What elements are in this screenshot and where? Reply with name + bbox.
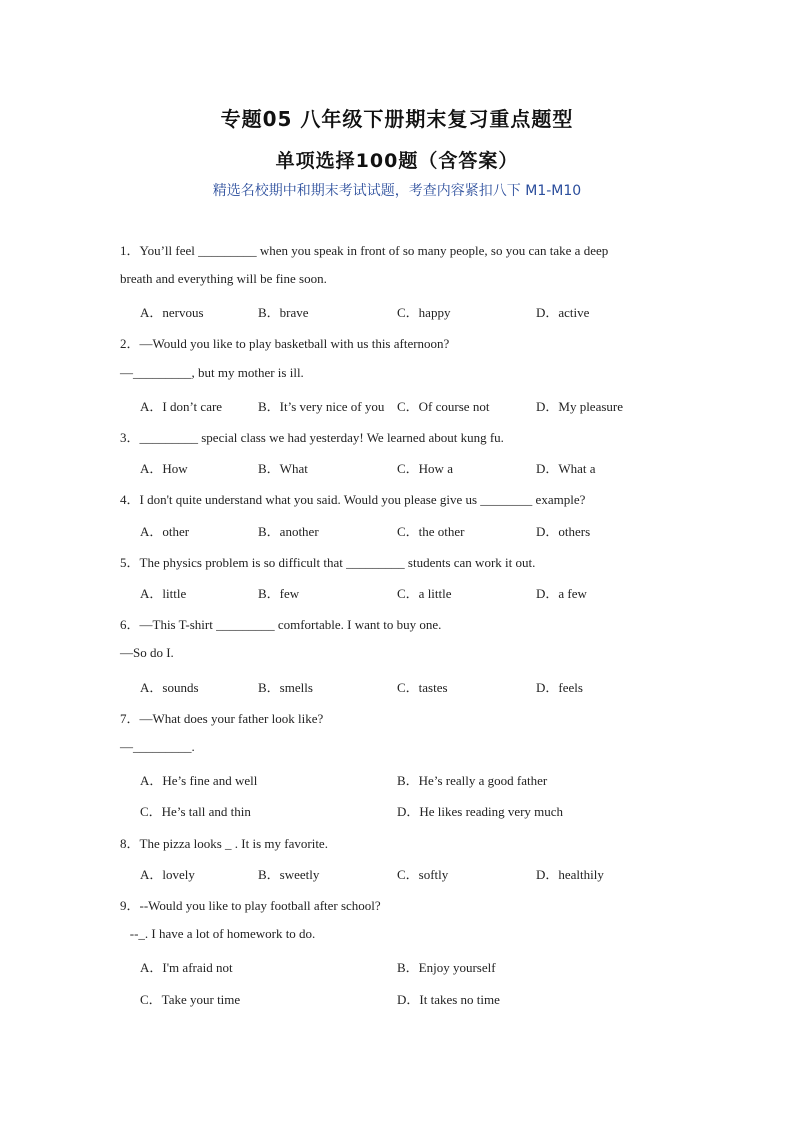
- question-2-option-b: B．It’s very nice of you: [258, 399, 385, 414]
- question-3-option-c: C．How a: [397, 461, 453, 476]
- question-4-option-c: C．the other: [397, 524, 465, 539]
- question-6-option-d: D．feels: [536, 680, 583, 695]
- question-6-option-b: B．smells: [258, 680, 313, 695]
- question-9-option-c: C．Take your time: [140, 992, 241, 1007]
- question-4-option-d: D．others: [536, 524, 591, 539]
- question-7-option-d: D．He likes reading very much: [397, 804, 564, 819]
- question-1-option-d: D．active: [536, 305, 590, 320]
- question-4-stem: 4．I don't quite understand what you said. Would you please give us ________ example?: [120, 492, 586, 507]
- question-3-option-a: A．How: [140, 461, 188, 476]
- question-7-response: —_________.: [120, 739, 195, 754]
- question-7-option-a: A．He’s fine and well: [140, 773, 258, 788]
- question-1-option-a: A．nervous: [140, 305, 204, 320]
- question-8-option-a: A．lovely: [140, 867, 195, 882]
- question-8-stem: 8．The pizza looks _ . It is my favorite.: [120, 836, 328, 851]
- question-5-option-c: C．a little: [397, 586, 452, 601]
- question-8-option-b: B．sweetly: [258, 867, 320, 882]
- document-subtitle: 单项选择100题（含答案）: [275, 150, 519, 172]
- question-3-option-d: D．What a: [536, 461, 596, 476]
- question-4-option-a: A．other: [140, 524, 190, 539]
- question-7-option-b: B．He’s really a good father: [397, 773, 548, 788]
- question-2-option-a: A．I don’t care: [140, 399, 223, 414]
- question-1-option-b: B．brave: [258, 305, 309, 320]
- question-2-option-c: C．Of course not: [397, 399, 490, 414]
- question-9-stem: 9．--Would you like to play football after school?: [120, 898, 381, 913]
- document-title: 专题05 八年级下册期末复习重点题型: [220, 107, 574, 131]
- question-1-stem: 1．You’ll feel _________ when you speak in front of so many people, so you can take a deep: [120, 243, 609, 258]
- question-5-option-a: A．little: [140, 586, 187, 601]
- question-9-option-d: D．It takes no time: [397, 992, 500, 1007]
- question-7-option-c: C．He’s tall and thin: [140, 804, 251, 819]
- question-3-option-b: B．What: [258, 461, 308, 476]
- question-1-stem-cont: breath and everything will be fine soon.: [120, 271, 327, 286]
- question-6-response: —So do I.: [120, 645, 174, 660]
- question-2-option-d: D．My pleasure: [536, 399, 624, 414]
- question-6-stem: 6．—This T-shirt _________ comfortable. I want to buy one.: [120, 617, 442, 632]
- question-6-option-c: C．tastes: [397, 680, 448, 695]
- question-1-option-c: C．happy: [397, 305, 451, 320]
- question-9-option-a: A．I'm afraid not: [140, 960, 233, 975]
- question-2-response: —_________, but my mother is ill.: [120, 365, 304, 380]
- question-5-option-d: D．a few: [536, 586, 587, 601]
- question-6-option-a: A．sounds: [140, 680, 199, 695]
- question-5-stem: 5．The physics problem is so difficult that _________ students can work it out.: [120, 555, 536, 570]
- question-7-stem: 7．—What does your father look like?: [120, 711, 324, 726]
- question-4-option-b: B．another: [258, 524, 319, 539]
- question-5-option-b: B．few: [258, 586, 300, 601]
- question-8-option-c: C．softly: [397, 867, 449, 882]
- question-3-stem: 3．_________ special class we had yesterday! We learned about kung fu.: [120, 430, 504, 445]
- question-9-option-b: B．Enjoy yourself: [397, 960, 496, 975]
- question-9-response: --_. I have a lot of homework to do.: [120, 926, 316, 941]
- document-note: 精选名校期中和期末考试试题，考查内容紧扣八下 M1-M10: [212, 183, 582, 199]
- question-2-stem: 2．—Would you like to play basketball with us this afternoon?: [120, 336, 450, 351]
- question-8-option-d: D．healthily: [536, 867, 604, 882]
